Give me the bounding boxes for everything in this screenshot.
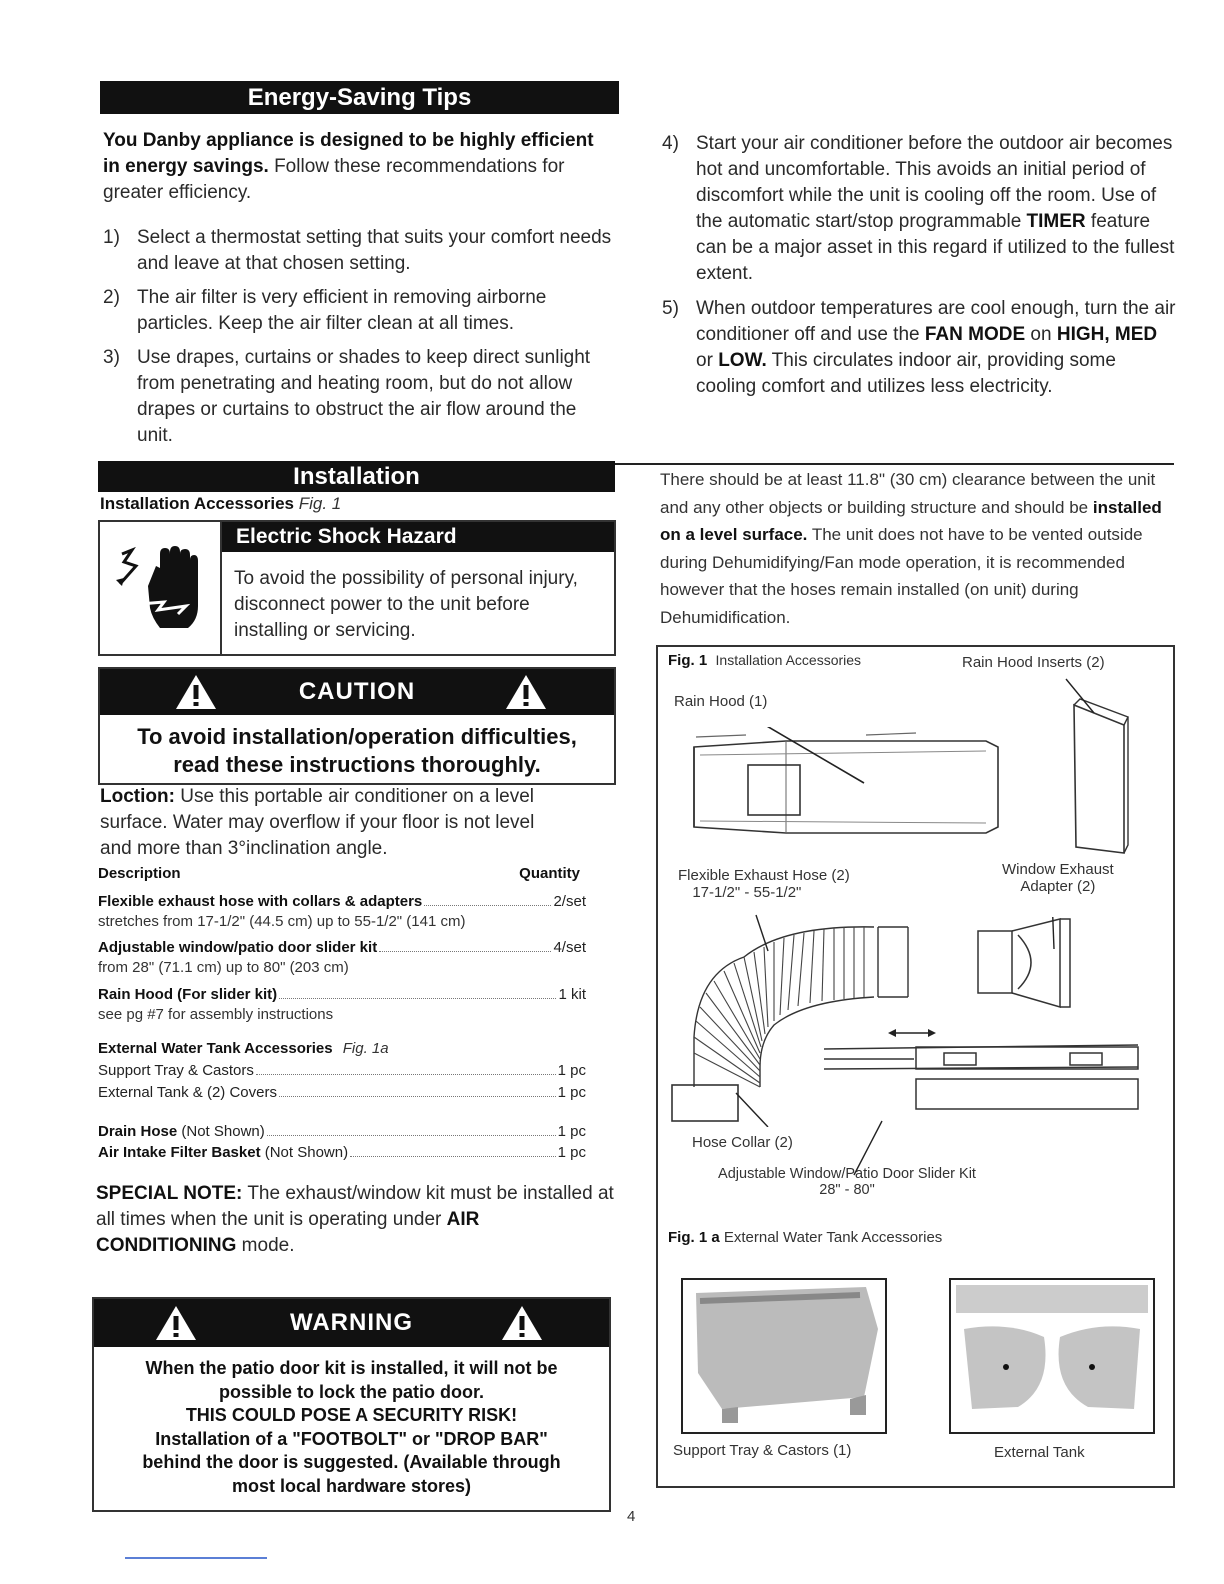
row-qty: 1 pc xyxy=(557,1123,586,1140)
caution-triangle-icon xyxy=(174,673,218,711)
rain-hood-inserts-label: Rain Hood Inserts (2) xyxy=(962,654,1105,671)
fig1-caption: Fig. 1 Installation Accessories xyxy=(668,652,862,669)
table-header xyxy=(98,865,580,882)
caution-line: read these instructions thoroughly. xyxy=(173,752,541,777)
speed-bold: HIGH, MED xyxy=(1056,324,1158,345)
slider-kit-label: Adjustable Window/Patio Door Slider Kit 28" - 80" xyxy=(718,1166,976,1198)
fig1a-caption: Fig. 1 a External Water Tank Accessories xyxy=(668,1229,943,1246)
row-qty: 1 kit xyxy=(558,986,586,1003)
warning-line: possible to lock the patio door. xyxy=(218,1381,485,1402)
tip-text: Start your air conditioner before the outdoor air becomes hot and uncomfortable. This avoids an initial period of discomfort while the unit is cooling off the room. Use of the automatic start/stop programmable xyxy=(696,133,1173,232)
water-fig-ref: Fig. 1a xyxy=(342,1040,389,1057)
warning-line: most local hardware stores) xyxy=(231,1475,472,1496)
row-name: Support Tray & Castors xyxy=(98,1062,254,1079)
row-qty: 4/set xyxy=(553,939,586,956)
tip-2 xyxy=(103,285,613,337)
rain-hood-label: Rain Hood (1) xyxy=(674,693,768,710)
row-paren: (Not Shown) xyxy=(260,1144,349,1161)
table-row xyxy=(98,1122,586,1142)
special-note-text: The exhaust/window kit must be installed at all times when the unit is operating under xyxy=(96,1183,614,1230)
hose-collar-label: Hose Collar (2) xyxy=(692,1134,793,1151)
row-qty: 2/set xyxy=(553,893,586,910)
row-qty: 1 pc xyxy=(557,1062,586,1079)
tip-number: 1) xyxy=(103,227,120,248)
window-adapter-label: Window Exhaust Adapter (2) xyxy=(1002,861,1114,895)
external-tank-label: External Tank xyxy=(994,1444,1085,1461)
installation-header xyxy=(98,461,615,492)
warning-title-bar xyxy=(94,1299,609,1347)
row-note: see pg #7 for assembly instructions xyxy=(98,1006,334,1023)
location-text: Use this portable air conditioner on a level surface. Water may overflow if your floor is not level and more than 3°inclination angle. xyxy=(100,786,535,859)
tip-number: 4) xyxy=(662,133,679,154)
installation-accessories-label: Installation Accessories Fig. 1 xyxy=(100,494,342,513)
level-surface-bold: installed on a level surface. xyxy=(660,497,1162,544)
slider-kit-drawing xyxy=(818,1025,1148,1185)
page-number: 4 xyxy=(627,1508,636,1525)
table-row xyxy=(98,1143,586,1163)
installation-divider xyxy=(615,463,1174,465)
shock-icon-cell xyxy=(100,522,222,654)
electric-shock-icon xyxy=(100,522,222,654)
tip-4 xyxy=(662,131,1177,287)
tip-text: on xyxy=(1025,324,1057,345)
tip-text: The air filter is very efficient in removing airborne particles. Keep the air filter clean at all times. xyxy=(137,287,547,334)
warning-line: When the patio door kit is installed, it will not be xyxy=(145,1358,558,1378)
warning-line: THIS COULD POSE A SECURITY RISK! xyxy=(185,1405,518,1425)
table-row xyxy=(98,1083,586,1103)
figure-box xyxy=(656,645,1175,1488)
warning-triangle-icon xyxy=(500,1304,544,1342)
rain-hood-insert-drawing xyxy=(1062,677,1142,857)
installation-title: Installation xyxy=(293,463,420,490)
table-row xyxy=(98,985,586,1025)
timer-bold: TIMER xyxy=(1026,211,1086,232)
caution-title-bar xyxy=(100,669,614,715)
energy-intro-bold: You Danby appliance is designed to be highly efficient in energy savings. xyxy=(103,130,594,177)
support-tray-label: Support Tray & Castors (1) xyxy=(673,1442,852,1459)
window-exhaust-adapter-drawing xyxy=(974,917,1084,1017)
air-conditioning-bold: AIR CONDITIONING xyxy=(96,1209,480,1256)
caution-box xyxy=(98,667,616,785)
row-note: stretches from 17-1/2" (44.5 cm) up to 55-1/2" (141 cm) xyxy=(98,913,466,930)
table-row xyxy=(98,892,586,932)
rain-hood-drawing xyxy=(686,727,1006,847)
warning-line: Installation of a "FOOTBOLT" or "DROP BAR" xyxy=(155,1428,548,1449)
tip-text: This circulates indoor air, providing some cooling comfort and utilizes less electricity. xyxy=(696,350,1116,397)
installation-right-text xyxy=(660,466,1175,631)
row-name: External Tank & (2) Covers xyxy=(98,1084,277,1101)
hazard-title-bar xyxy=(222,522,614,552)
location-paragraph xyxy=(100,784,560,862)
warning-line: behind the door is suggested. (Available through xyxy=(142,1452,561,1472)
hazard-title: Electric Shock Hazard xyxy=(236,525,457,548)
warning-triangle-icon xyxy=(154,1304,198,1342)
tip-number: 2) xyxy=(103,287,120,308)
installation-text: There should be at least 11.8" (30 cm) clearance between the unit and any other objects or building structure and should be xyxy=(660,470,1156,517)
warning-text xyxy=(94,1357,609,1498)
special-note-text: mode. xyxy=(236,1235,295,1256)
row-name: Air Intake Filter Basket xyxy=(98,1144,261,1161)
energy-intro-rest: Follow these recommendations for greater efficiency. xyxy=(103,156,565,203)
water-tank-heading: External Water Tank Accessories Fig. 1a xyxy=(98,1040,389,1057)
energy-saving-tips-header xyxy=(100,81,619,114)
fan-mode-bold: FAN MODE xyxy=(924,324,1026,345)
tip-3 xyxy=(103,345,613,449)
row-qty: 1 pc xyxy=(557,1084,586,1101)
tip-number: 5) xyxy=(662,298,679,319)
energy-saving-tips-title: Energy-Saving Tips xyxy=(247,84,472,111)
caution-text xyxy=(100,723,614,779)
tip-text: Select a thermostat setting that suits your comfort needs and leave at that chosen setting. xyxy=(137,227,612,274)
warning-title: WARNING xyxy=(290,1309,413,1336)
caution-line: To avoid installation/operation difficulties, xyxy=(137,724,577,749)
tip-text: Use drapes, curtains or shades to keep direct sunlight from penetrating and heating room, but do not allow drapes or curtains to obstruct the air flow around the unit. xyxy=(137,347,591,446)
accessories-fig-ref: Fig. 1 xyxy=(298,494,342,513)
row-note: from 28" (71.1 cm) up to 80" (203 cm) xyxy=(98,959,349,976)
tip-number: 3) xyxy=(103,347,120,368)
hazard-text: To avoid the possibility of personal injury, disconnect power to the unit before installing or servicing. xyxy=(234,568,578,641)
tip-text: or xyxy=(696,350,719,371)
tip-5 xyxy=(662,296,1177,400)
flex-hose-label: Flexible Exhaust Hose (2) 17-1/2" - 55-1/2" xyxy=(678,867,850,901)
tip-text: feature can be a major asset in this regard if utilized to the fullest extent. xyxy=(696,211,1175,284)
row-name: Flexible exhaust hose with collars & adapters xyxy=(98,893,423,910)
special-note-label: SPECIAL NOTE: xyxy=(96,1183,243,1204)
energy-intro xyxy=(103,128,603,206)
support-tray-image xyxy=(680,1277,890,1437)
installation-text: The unit does not have to be vented outside during Dehumidifying/Fan mode operation, it is recommended however that the hoses remain installed (on unit) during Dehumidification. xyxy=(660,525,1143,627)
special-note xyxy=(96,1181,616,1259)
row-name: Drain Hose xyxy=(98,1123,178,1140)
row-paren: (Not Shown) xyxy=(177,1123,265,1140)
col-description: Description xyxy=(98,865,181,882)
low-bold: LOW. xyxy=(718,350,767,371)
tip-text: When outdoor temperatures are cool enough, turn the air conditioner off and use the xyxy=(696,298,1176,345)
row-name: Adjustable window/patio door slider kit xyxy=(98,939,378,956)
tip-1 xyxy=(103,225,613,277)
table-row xyxy=(98,938,586,978)
bottom-link-underline[interactable] xyxy=(125,1557,267,1559)
warning-box xyxy=(92,1297,611,1512)
row-qty: 1 pc xyxy=(557,1144,586,1161)
col-quantity: Quantity xyxy=(519,865,580,882)
location-label: Loction: xyxy=(100,786,175,807)
external-tank-image xyxy=(948,1277,1158,1437)
electric-shock-hazard-box xyxy=(98,520,616,656)
row-name: Rain Hood (For slider kit) xyxy=(98,986,278,1003)
caution-triangle-icon xyxy=(504,673,548,711)
caution-title: CAUTION xyxy=(298,678,416,705)
table-row xyxy=(98,1061,586,1081)
